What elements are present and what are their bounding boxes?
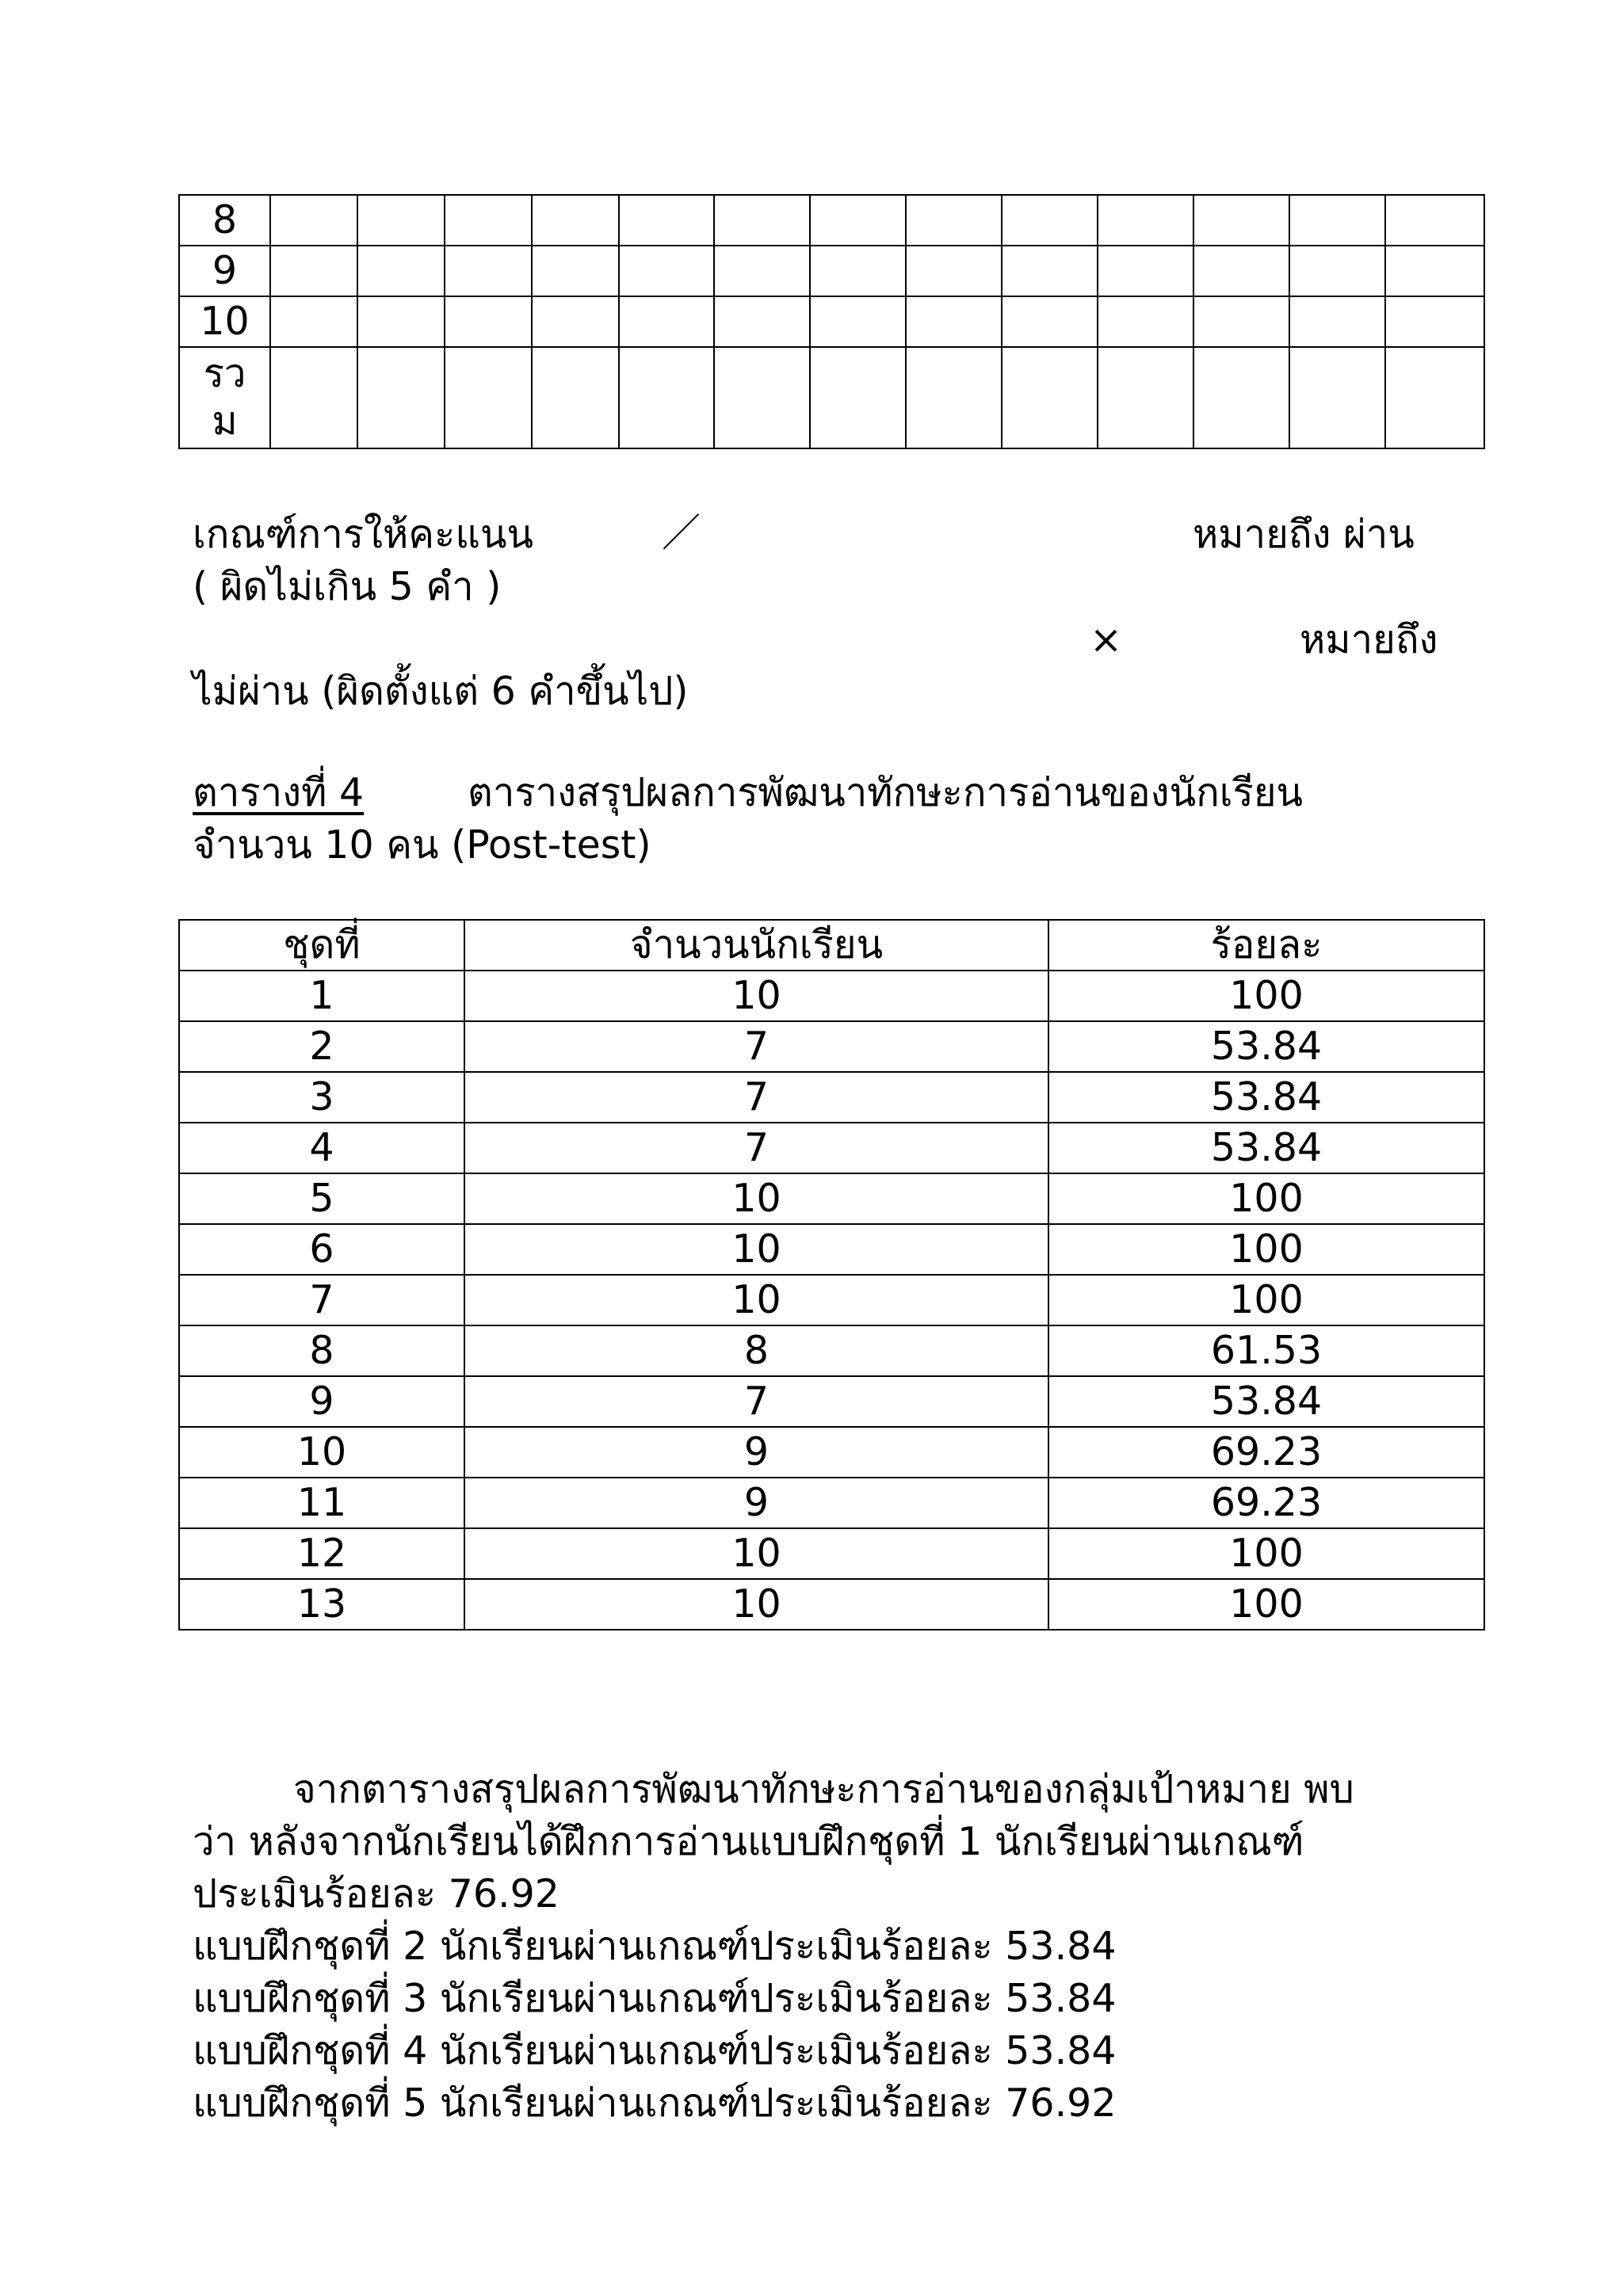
- empty-score-cell: [1385, 246, 1484, 296]
- empty-score-cell: [906, 195, 1002, 246]
- empty-score-cell: [1098, 246, 1193, 296]
- set-number-cell: 4: [179, 1123, 464, 1173]
- scoring-table-row: [179, 195, 1484, 246]
- empty-score-cell: [532, 195, 619, 246]
- criteria-label: เกณฑ์การให้คะแนน: [193, 512, 533, 557]
- summary-line-1: จากตารางสรุปผลการพัฒนาทักษะการอ่านของกลุ่มเป้าหมาย พบ: [293, 1767, 1354, 1812]
- scoring-table-row: [179, 347, 1484, 448]
- percent-cell: 53.84: [1048, 1072, 1484, 1123]
- empty-score-cell: [810, 246, 906, 296]
- empty-score-cell: [357, 296, 445, 347]
- set-number-cell: 13: [179, 1579, 464, 1630]
- student-count-cell: 10: [464, 1579, 1048, 1630]
- header-percent: ร้อยละ: [1048, 920, 1484, 971]
- empty-score-cell: [619, 347, 714, 448]
- table-header-row: [179, 920, 1484, 971]
- percent-cell: 100: [1048, 1528, 1484, 1579]
- student-count-cell: 8: [464, 1325, 1048, 1376]
- percent-cell: 61.53: [1048, 1325, 1484, 1376]
- set-number-cell: 6: [179, 1224, 464, 1275]
- empty-score-cell: [270, 195, 357, 246]
- header-set-number: ชุดที่: [179, 920, 464, 971]
- empty-score-cell: [810, 195, 906, 246]
- empty-score-cell: [445, 195, 532, 246]
- table-row: [179, 1275, 1484, 1325]
- empty-score-cell: [532, 296, 619, 347]
- summary-line-4: แบบฝึกชุดที่ 2 นักเรียนผ่านเกณฑ์ประเมินร้อยละ 53.84: [193, 1924, 1117, 1969]
- empty-score-cell: [906, 347, 1002, 448]
- set-number-cell: 11: [179, 1478, 464, 1528]
- student-count-cell: 9: [464, 1427, 1048, 1478]
- set-number-cell: 2: [179, 1021, 464, 1072]
- cross-mark-icon: ×: [1090, 617, 1123, 662]
- student-count-cell: 7: [464, 1376, 1048, 1427]
- table-row: [179, 1376, 1484, 1427]
- empty-score-cell: [810, 296, 906, 347]
- criteria-pass-detail: ( ผิดไม่เกิน 5 คำ ): [193, 564, 502, 609]
- table-row: [179, 1478, 1484, 1528]
- empty-score-cell: [445, 296, 532, 347]
- student-count-cell: 9: [464, 1478, 1048, 1528]
- student-count-cell: 10: [464, 1528, 1048, 1579]
- empty-score-cell: [1289, 347, 1385, 448]
- empty-score-cell: [357, 347, 445, 448]
- table-row: [179, 1224, 1484, 1275]
- results-summary-table: [178, 919, 1485, 1630]
- empty-score-cell: [1002, 296, 1098, 347]
- empty-score-cell: [619, 246, 714, 296]
- percent-cell: 100: [1048, 971, 1484, 1021]
- empty-score-cell: [1193, 246, 1289, 296]
- empty-score-cell: [1289, 296, 1385, 347]
- scoring-table-row: [179, 246, 1484, 296]
- empty-score-cell: [810, 347, 906, 448]
- student-count-cell: 7: [464, 1021, 1048, 1072]
- empty-score-cell: [357, 246, 445, 296]
- percent-cell: 69.23: [1048, 1427, 1484, 1478]
- row-number-cell: 8: [179, 195, 270, 246]
- header-student-count: จำนวนนักเรียน: [464, 920, 1048, 971]
- student-count-cell: 7: [464, 1123, 1048, 1173]
- student-count-cell: 10: [464, 971, 1048, 1021]
- set-number-cell: 1: [179, 971, 464, 1021]
- empty-score-cell: [270, 347, 357, 448]
- empty-score-cell: [714, 296, 810, 347]
- percent-cell: 69.23: [1048, 1478, 1484, 1528]
- criteria-pass-meaning: หมายถึง ผ่าน: [1193, 512, 1415, 557]
- table-caption-title: ตารางสรุปผลการพัฒนาทักษะการอ่านของนักเรียน: [468, 770, 1304, 815]
- empty-score-cell: [1385, 347, 1484, 448]
- empty-score-cell: [1385, 296, 1484, 347]
- percent-cell: 100: [1048, 1224, 1484, 1275]
- set-number-cell: 7: [179, 1275, 464, 1325]
- table-row: [179, 1123, 1484, 1173]
- empty-score-cell: [1098, 195, 1193, 246]
- percent-cell: 53.84: [1048, 1376, 1484, 1427]
- set-number-cell: 12: [179, 1528, 464, 1579]
- table-row: [179, 1579, 1484, 1630]
- scoring-table-partial: [178, 194, 1485, 449]
- empty-score-cell: [532, 347, 619, 448]
- criteria-fail-detail: ไม่ผ่าน (ผิดตั้งแต่ 6 คำขึ้นไป): [193, 669, 689, 714]
- check-mark-icon: ／: [662, 510, 701, 555]
- empty-score-cell: [1289, 246, 1385, 296]
- table-row: [179, 971, 1484, 1021]
- row-number-cell: 9: [179, 246, 270, 296]
- empty-score-cell: [1098, 296, 1193, 347]
- summary-line-6: แบบฝึกชุดที่ 4 นักเรียนผ่านเกณฑ์ประเมินร้อยละ 53.84: [193, 2028, 1117, 2073]
- empty-score-cell: [1289, 195, 1385, 246]
- set-number-cell: 3: [179, 1072, 464, 1123]
- set-number-cell: 9: [179, 1376, 464, 1427]
- summary-line-3: ประเมินร้อยละ 76.92: [193, 1871, 559, 1917]
- empty-score-cell: [906, 246, 1002, 296]
- row-number-cell: 10: [179, 296, 270, 347]
- table-caption-line2: จำนวน 10 คน (Post-test): [193, 822, 651, 868]
- set-number-cell: 10: [179, 1427, 464, 1478]
- set-number-cell: 5: [179, 1173, 464, 1224]
- empty-score-cell: [619, 296, 714, 347]
- summary-line-7: แบบฝึกชุดที่ 5 นักเรียนผ่านเกณฑ์ประเมินร้อยละ 76.92: [193, 2081, 1117, 2126]
- table-row: [179, 1325, 1484, 1376]
- row-number-cell: รวม: [179, 347, 270, 448]
- empty-score-cell: [619, 195, 714, 246]
- empty-score-cell: [1193, 296, 1289, 347]
- student-count-cell: 10: [464, 1224, 1048, 1275]
- percent-cell: 53.84: [1048, 1123, 1484, 1173]
- summary-line-5: แบบฝึกชุดที่ 3 นักเรียนผ่านเกณฑ์ประเมินร้อยละ 53.84: [193, 1976, 1117, 2021]
- set-number-cell: 8: [179, 1325, 464, 1376]
- percent-cell: 100: [1048, 1275, 1484, 1325]
- student-count-cell: 10: [464, 1173, 1048, 1224]
- empty-score-cell: [714, 246, 810, 296]
- table-row: [179, 1528, 1484, 1579]
- empty-score-cell: [1002, 347, 1098, 448]
- empty-score-cell: [445, 246, 532, 296]
- empty-score-cell: [714, 347, 810, 448]
- empty-score-cell: [357, 195, 445, 246]
- scoring-table-row: [179, 296, 1484, 347]
- empty-score-cell: [1385, 195, 1484, 246]
- table-row: [179, 1072, 1484, 1123]
- empty-score-cell: [906, 296, 1002, 347]
- percent-cell: 100: [1048, 1579, 1484, 1630]
- student-count-cell: 10: [464, 1275, 1048, 1325]
- empty-score-cell: [1193, 195, 1289, 246]
- summary-line-2: ว่า หลังจากนักเรียนได้ฝึกการอ่านแบบฝึกชุดที่ 1 นักเรียนผ่านเกณฑ์: [193, 1819, 1304, 1864]
- empty-score-cell: [270, 296, 357, 347]
- empty-score-cell: [1098, 347, 1193, 448]
- percent-cell: 53.84: [1048, 1021, 1484, 1072]
- table-row: [179, 1021, 1484, 1072]
- empty-score-cell: [1193, 347, 1289, 448]
- empty-score-cell: [532, 246, 619, 296]
- percent-cell: 100: [1048, 1173, 1484, 1224]
- criteria-fail-meaning: หมายถึง: [1300, 617, 1438, 662]
- empty-score-cell: [714, 195, 810, 246]
- table-row: [179, 1173, 1484, 1224]
- student-count-cell: 7: [464, 1072, 1048, 1123]
- empty-score-cell: [270, 246, 357, 296]
- empty-score-cell: [445, 347, 532, 448]
- empty-score-cell: [1002, 195, 1098, 246]
- empty-score-cell: [1002, 246, 1098, 296]
- table-caption-label: ตารางที่ 4: [193, 770, 365, 815]
- table-row: [179, 1427, 1484, 1478]
